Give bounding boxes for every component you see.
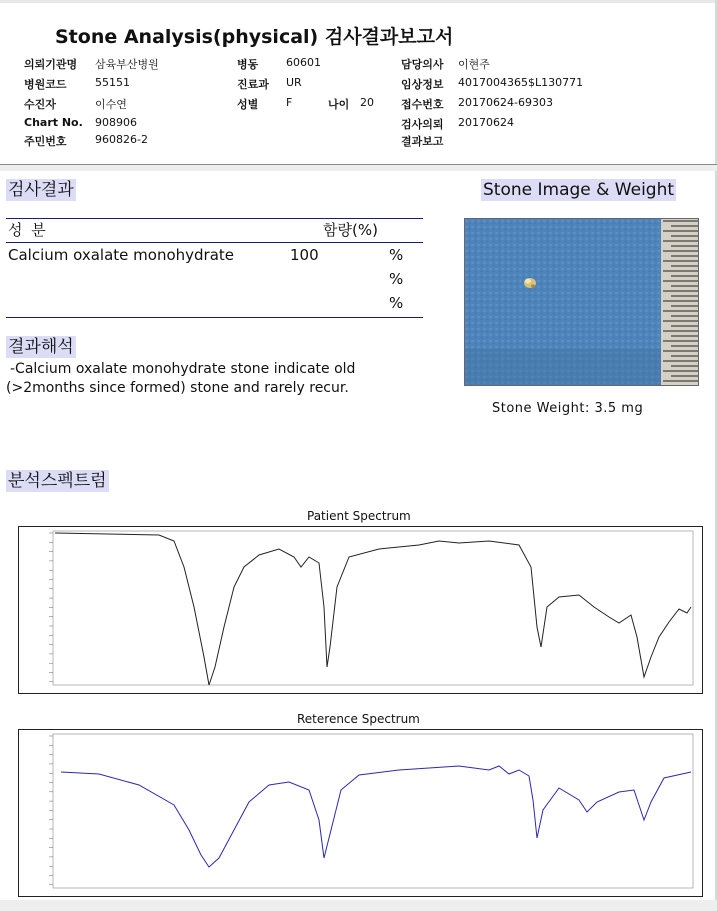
result-report-label: 결과보고 — [401, 135, 444, 148]
table-row-unit: % — [389, 270, 404, 288]
patient-spectrum-title: Patient Spectrum — [307, 509, 411, 523]
ward-value: 60601 — [286, 56, 321, 69]
ruler-scale — [661, 219, 698, 385]
test-request-label: 검사의뢰 — [401, 118, 444, 131]
table-row-component: Calcium oxalate monohydrate — [8, 246, 235, 264]
stone-section-title: Stone Image & Weight — [483, 180, 675, 200]
table-bottom-rule — [6, 317, 423, 318]
header-band — [0, 165, 717, 171]
interpretation-section-title: 결과해석 — [8, 337, 74, 357]
stone-specimen — [524, 278, 536, 288]
chart-no-label: Chart No. — [24, 116, 83, 129]
test-request-value: 20170624 — [458, 116, 514, 129]
receipt-no-value: 20170624-69303 — [458, 96, 553, 109]
sex-label: 성별 — [237, 98, 259, 111]
resident-no-value: 960826-2 — [95, 133, 148, 146]
interpretation-line-2: (>2months since formed) stone and rarely recur. — [6, 380, 349, 396]
interpretation-line-1: -Calcium oxalate monohydrate stone indicate old — [10, 361, 356, 377]
plot-frame — [49, 734, 693, 888]
table-row-value: 100 — [290, 246, 319, 264]
sex-value: F — [286, 96, 293, 109]
doctor-value: 이현주 — [458, 58, 490, 71]
spectrum-curve — [61, 766, 691, 867]
patient-spectrum-plot — [18, 526, 703, 694]
requesting-org-label: 의뢰기관명 — [24, 58, 78, 71]
department-value: UR — [286, 76, 302, 89]
content-header: 함량(%) — [323, 221, 378, 239]
spectrum-section-title: 분석스펙트럼 — [8, 471, 107, 491]
reference-spectrum-plot — [18, 729, 703, 897]
clinical-info-value: 4017004365$L130771 — [458, 76, 584, 89]
age-value: 20 — [360, 96, 374, 109]
resident-no-label: 주민번호 — [24, 135, 67, 148]
reference-spectrum-title: Reterence Spectrum — [297, 712, 420, 726]
table-row-unit: % — [389, 246, 404, 264]
doctor-label: 담당의사 — [401, 58, 444, 71]
patient-value: 이수연 — [95, 98, 127, 111]
report-title: Stone Analysis(physical) 검사결과보고서 — [55, 26, 454, 48]
chart-no-value: 908906 — [95, 116, 137, 129]
hospital-code-value: 55151 — [95, 76, 130, 89]
table-header-rule — [6, 242, 423, 243]
ward-label: 병동 — [237, 58, 259, 71]
patient-label: 수진자 — [24, 98, 56, 111]
requesting-org-value: 삼육부산병원 — [95, 58, 159, 71]
hospital-code-label: 병원코드 — [24, 78, 67, 91]
table-row-unit: % — [389, 294, 404, 312]
bottom-band — [0, 900, 717, 911]
top-border — [0, 0, 717, 3]
clinical-info-label: 임상정보 — [401, 78, 444, 91]
stone-photo — [464, 218, 699, 386]
spectrum-curve — [55, 533, 691, 685]
department-label: 진료과 — [237, 78, 269, 91]
results-section-title: 검사결과 — [8, 180, 74, 200]
receipt-no-label: 접수번호 — [401, 98, 444, 111]
component-header: 성 분 — [8, 221, 48, 239]
age-label: 나이 — [328, 98, 350, 111]
stone-weight: Stone Weight: 3.5 mg — [492, 401, 644, 416]
